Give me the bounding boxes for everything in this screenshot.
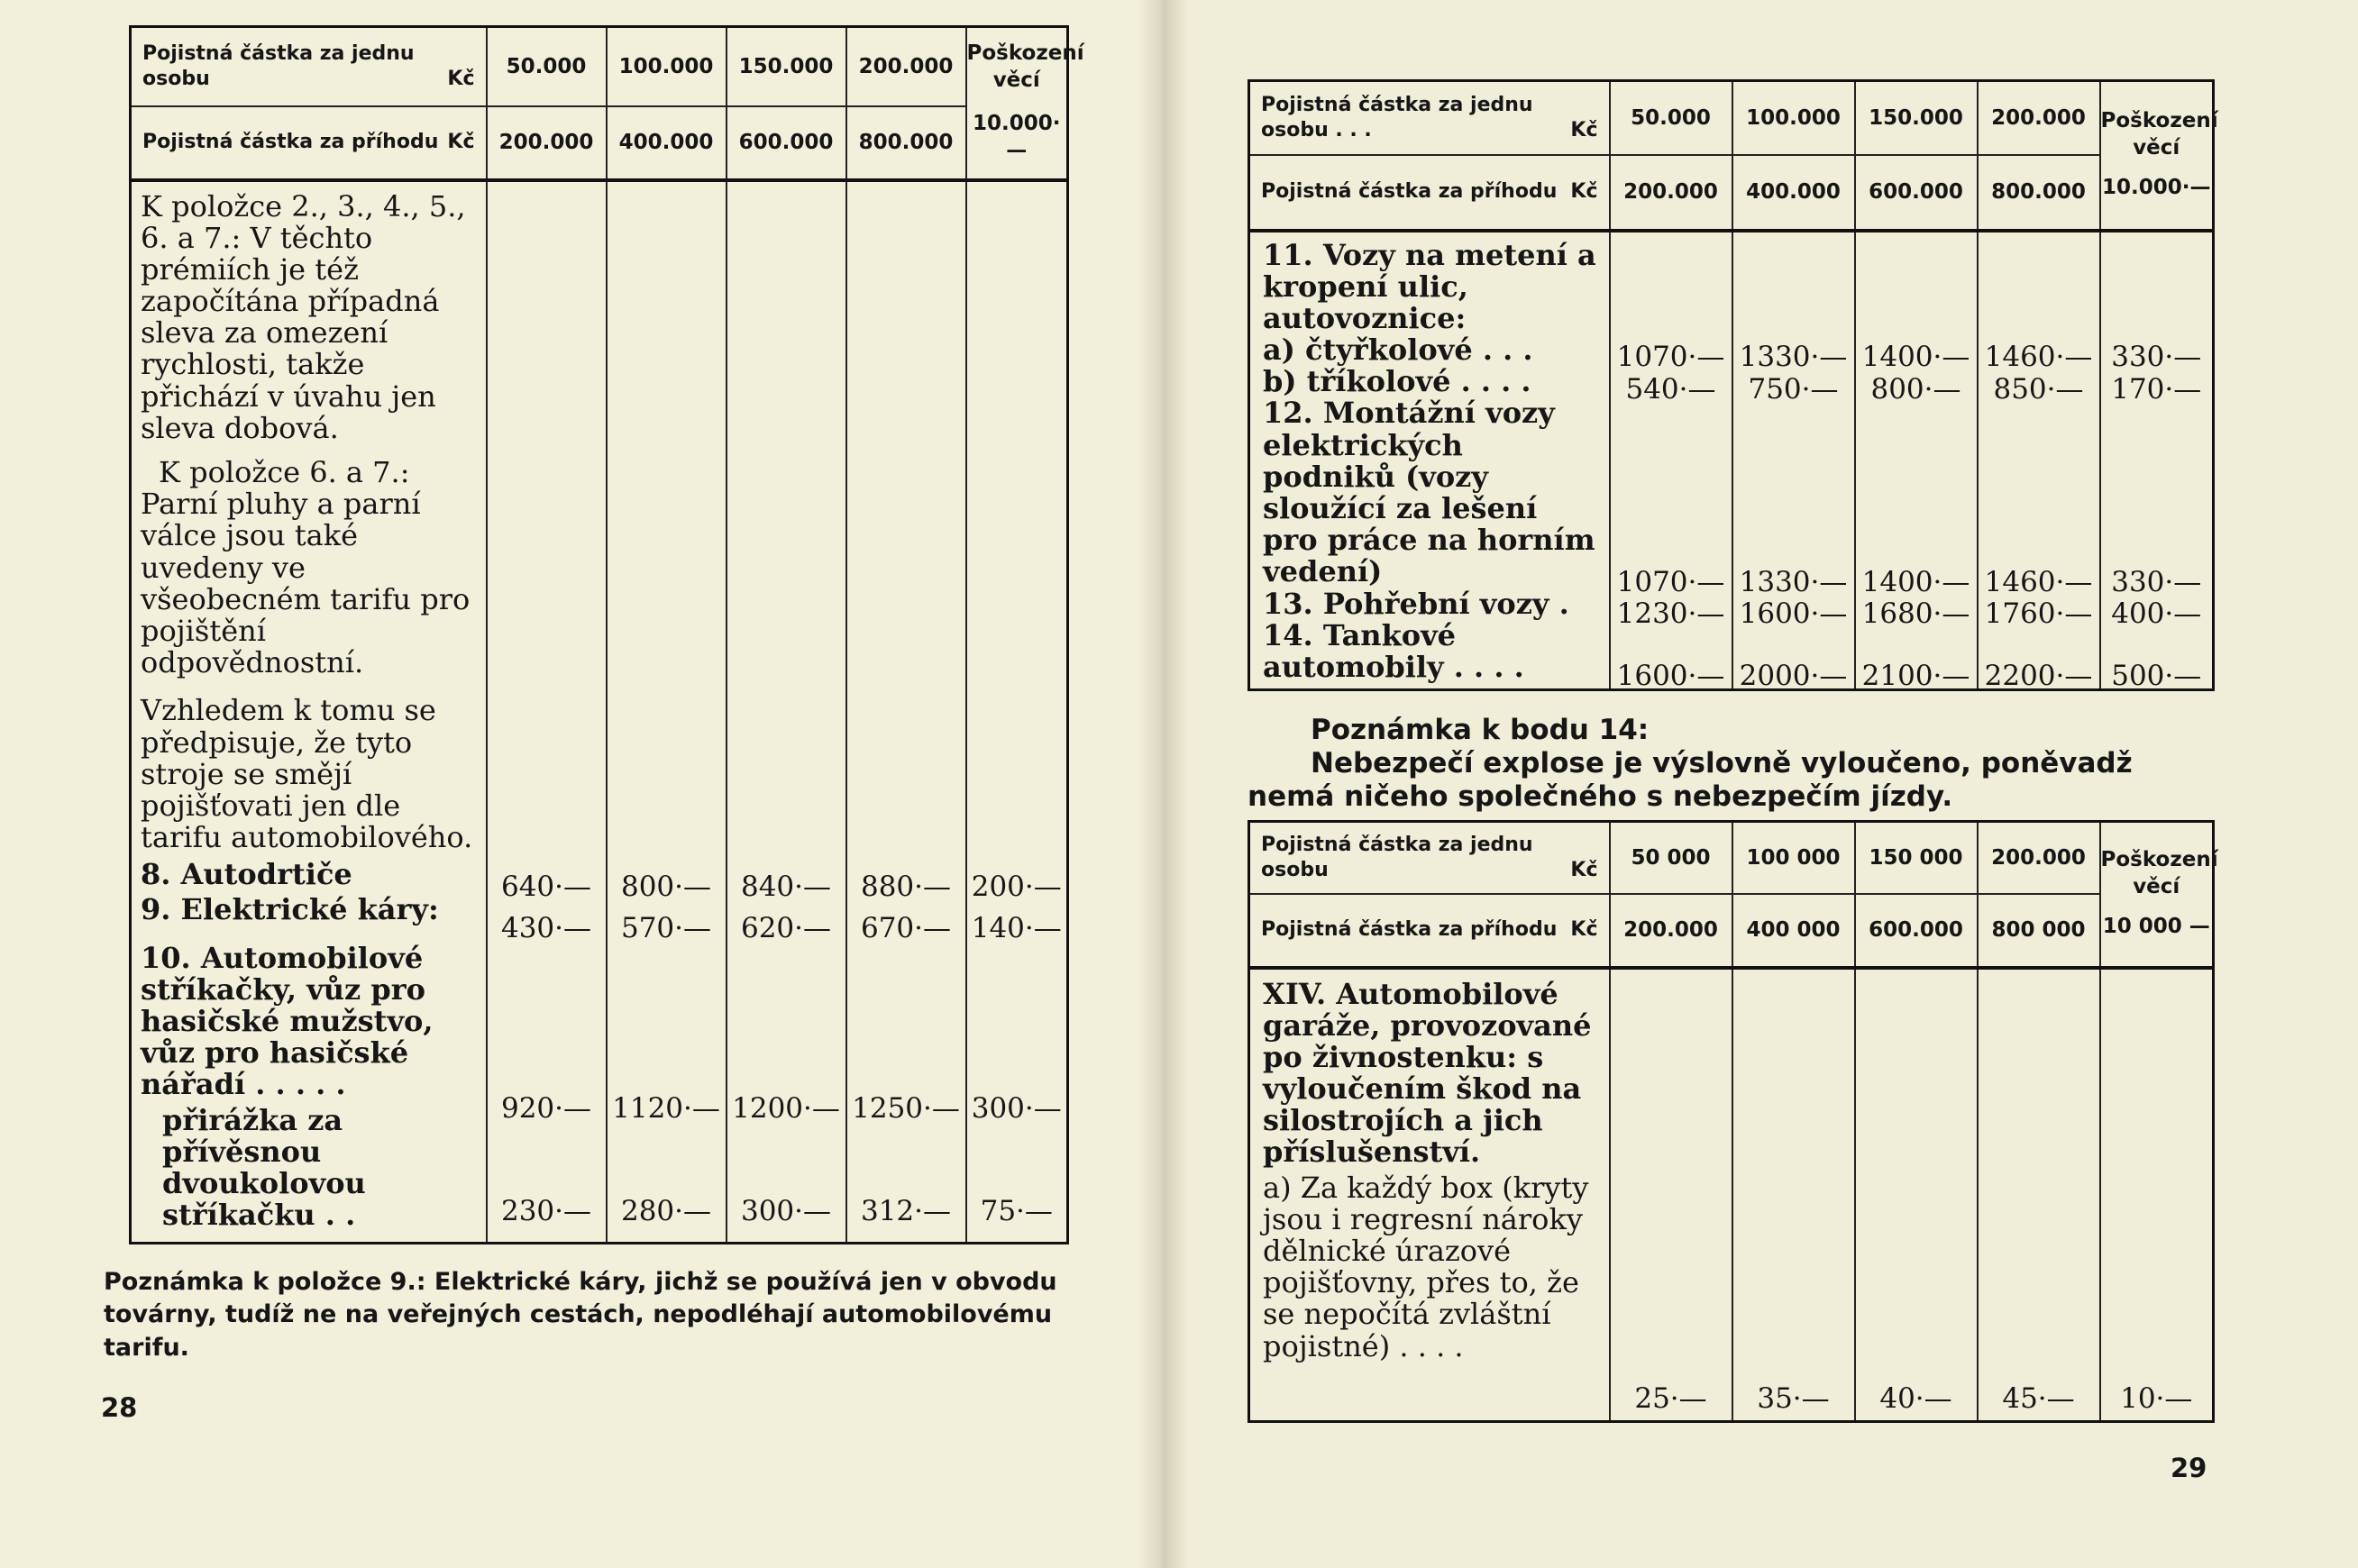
value: 1680·— xyxy=(1861,597,1970,630)
header-row-per-person xyxy=(1249,81,2214,155)
note-insurance-rule: Vzhledem k tomu se předpisuje, že tyto stroje se smějí pojišťovati jen dle tarifu automobilového. xyxy=(141,693,473,855)
value: 280·— xyxy=(620,1194,712,1227)
value: 1330·— xyxy=(1739,565,1848,598)
value: 1460·— xyxy=(1984,565,2093,598)
premium-col-2 xyxy=(607,180,727,1244)
value: 1250·— xyxy=(852,1091,960,1125)
value: 500·— xyxy=(2111,659,2202,692)
per-person-label: Pojistná částka za jednu osobu Kč xyxy=(131,27,487,106)
garage-rate-table xyxy=(1248,820,2218,1423)
row-label-surcharge: přirážka za přívěsnou dvoukolovou stříkačku . . xyxy=(162,1102,366,1233)
header-row-per-incident xyxy=(1249,894,2214,968)
row-label-box: a) Za každý box (kryty jsou i regresní nároky dělnické úrazové pojišťovny, přes to, že se nepočítá zvláštní pojistné) . . . . xyxy=(1263,1170,1589,1363)
value: 170·— xyxy=(2111,372,2202,406)
left-rate-table xyxy=(129,25,1084,1244)
value: 1200·— xyxy=(732,1091,840,1125)
per-person-label: Pojistná částka za jednu osobu . . . Kč xyxy=(1249,81,1610,155)
value: 330·— xyxy=(2111,565,2202,598)
value: 920·— xyxy=(500,1091,592,1125)
premium-col-1 xyxy=(487,180,607,1244)
table-body xyxy=(1249,968,2214,1422)
value: 1400·— xyxy=(1861,565,1970,598)
note-position-6-7: K položce 6. a 7.: Parní pluhy a parní válce jsou také uvedeny ve všeobecném tarifu pro pojištění odpovědnostní. xyxy=(141,455,471,680)
damage-col xyxy=(2100,968,2214,1422)
sum-col-1: 50 000 xyxy=(1610,822,1732,894)
incident-col-3: 600.000 xyxy=(727,106,846,180)
value: 850·— xyxy=(1993,372,2084,406)
row-label-10: 10. Automobilové stříkačky, vůz pro hasičské mužstvo, vůz pro hasičské nářadí . . . . . xyxy=(141,940,434,1102)
value: 1120·— xyxy=(612,1091,720,1125)
header-row-per-incident xyxy=(131,106,1068,180)
premium-col-4 xyxy=(846,180,966,1244)
table-body xyxy=(1249,231,2214,690)
sum-col-4: 200.000 xyxy=(846,27,966,106)
value: 1230·— xyxy=(1616,597,1725,630)
damage-header: Poškození věcí 10.000·— xyxy=(2100,81,2214,231)
page-number-right: 29 xyxy=(2171,1453,2207,1483)
book-gutter xyxy=(1138,0,1188,1568)
sum-col-1: 50.000 xyxy=(487,27,607,106)
premium-col-1 xyxy=(1610,968,1732,1422)
value: 400·— xyxy=(2111,597,2202,630)
header-row-per-person xyxy=(131,27,1068,106)
value: 300·— xyxy=(971,1091,1062,1125)
row-label-13: 13. Pohřební vozy . xyxy=(1263,586,1569,621)
incident-col-3: 600.000 xyxy=(1855,155,1978,231)
description-column xyxy=(131,180,487,1244)
value: 640·— xyxy=(500,870,592,903)
row-label-14: 14. Tankové automobily . . . . xyxy=(1263,617,1524,684)
value: 300·— xyxy=(740,1194,832,1227)
right-note-text: Nebezpečí explose je výslovně vyloučeno, poněvadž nemá ničeho společného s nebezpečím jízdy. xyxy=(1248,747,2133,814)
value: 2100·— xyxy=(1861,659,1970,692)
value: 430·— xyxy=(500,911,592,944)
value: 1460·— xyxy=(1984,340,2093,373)
incident-col-1: 200.000 xyxy=(487,106,607,180)
value: 670·— xyxy=(860,911,952,944)
value: 2000·— xyxy=(1739,659,1848,692)
value: 540·— xyxy=(1625,372,1716,406)
sum-col-3: 150 000 xyxy=(1855,822,1978,894)
premium-col-4 xyxy=(1978,231,2100,690)
sum-col-2: 100.000 xyxy=(607,27,727,106)
sum-col-4: 200.000 xyxy=(1978,822,2100,894)
per-incident-label: Pojistná částka za příhodu Kč xyxy=(1249,894,1610,968)
premium-col-4 xyxy=(1978,968,2100,1422)
value: 312·— xyxy=(860,1194,952,1227)
sum-col-2: 100 000 xyxy=(1732,822,1855,894)
value: 45·— xyxy=(2002,1381,2075,1415)
damage-header: Poškození věcí 10 000 — xyxy=(2100,822,2214,968)
incident-col-4: 800.000 xyxy=(846,106,966,180)
header-row-per-incident xyxy=(1249,155,2214,231)
left-footnote: Poznámka k položce 9.: Elektrické káry, jichž se používá jen v obvodu továrny, tudíž ne na veřejných cestách, nepodléhají automobilovému tarifu. xyxy=(104,1268,1057,1362)
premium-col-3 xyxy=(1855,231,1978,690)
incident-col-4: 800 000 xyxy=(1978,894,2100,968)
value: 840·— xyxy=(740,870,832,903)
sum-col-3: 150.000 xyxy=(1855,81,1978,155)
premium-col-3 xyxy=(727,180,846,1244)
value: 750·— xyxy=(1748,372,1839,406)
damage-header: Poškození věcí 10.000·— xyxy=(966,27,1068,180)
premium-col-2 xyxy=(1732,968,1855,1422)
right-note xyxy=(1248,714,2212,815)
value: 800·— xyxy=(620,870,712,903)
value: 25·— xyxy=(1634,1381,1707,1415)
incident-col-1: 200.000 xyxy=(1610,894,1732,968)
sum-col-1: 50.000 xyxy=(1610,81,1732,155)
header-row-per-person xyxy=(1249,822,2214,894)
section-xiv-label: XIV. Automobilové garáže, provozované po živnostenku: s vyloučením škod na silostrojích a jich příslušenství. xyxy=(1263,976,1592,1170)
page-number-left: 28 xyxy=(101,1392,138,1423)
incident-col-4: 800.000 xyxy=(1978,155,2100,231)
value: 1070·— xyxy=(1616,565,1725,598)
sum-col-4: 200.000 xyxy=(1978,81,2100,155)
premium-col-1 xyxy=(1610,231,1732,690)
incident-col-2: 400.000 xyxy=(1732,155,1855,231)
damage-col xyxy=(966,180,1068,1244)
row-label-11a: a) čtyřkolové . . . xyxy=(1263,333,1533,368)
value: 200·— xyxy=(971,870,1062,903)
value: 330·— xyxy=(2111,340,2202,373)
value: 1600·— xyxy=(1616,659,1725,692)
value: 620·— xyxy=(740,911,832,944)
row-label-9: 9. Elektrické káry: xyxy=(141,892,439,927)
incident-col-1: 200.000 xyxy=(1610,155,1732,231)
value: 1070·— xyxy=(1616,340,1725,373)
sum-col-3: 150.000 xyxy=(727,27,846,106)
premium-col-3 xyxy=(1855,968,1978,1422)
value: 2200·— xyxy=(1984,659,2093,692)
per-person-label: Pojistná částka za jednu osobu Kč xyxy=(1249,822,1610,894)
value: 35·— xyxy=(1757,1381,1830,1415)
sum-col-2: 100.000 xyxy=(1732,81,1855,155)
value: 570·— xyxy=(620,911,712,944)
value: 40·— xyxy=(1879,1381,1952,1415)
value: 75·— xyxy=(980,1194,1053,1227)
incident-col-2: 400.000 xyxy=(607,106,727,180)
right-rate-table xyxy=(1248,79,2218,692)
row-label-8: 8. Autodrtiče xyxy=(141,857,352,892)
table-body xyxy=(131,180,1068,1244)
row-label-11b: b) tříkolové . . . . xyxy=(1263,364,1531,399)
row-label-11: 11. Vozy na metení a kropení ulic, autovoznice: xyxy=(1263,237,1596,335)
description-column xyxy=(1249,231,1610,690)
incident-col-2: 400 000 xyxy=(1732,894,1855,968)
value: 1600·— xyxy=(1739,597,1848,630)
value: 800·— xyxy=(1870,372,1961,406)
value: 140·— xyxy=(971,911,1062,944)
value: 880·— xyxy=(860,870,952,903)
value: 1400·— xyxy=(1861,340,1970,373)
incident-col-3: 600.000 xyxy=(1855,894,1978,968)
damage-col xyxy=(2100,231,2214,690)
premium-col-2 xyxy=(1732,231,1855,690)
row-label-12: 12. Montážní vozy elektrických podniků (vozy sloužící za lešení pro práce na horním vedení) xyxy=(1263,396,1595,589)
per-incident-label: Pojistná částka za příhodu Kč xyxy=(1249,155,1610,231)
value: 1330·— xyxy=(1739,340,1848,373)
value: 10·— xyxy=(2120,1381,2193,1415)
value: 1760·— xyxy=(1984,597,2093,630)
note-position-2-7: K položce 2., 3., 4., 5., 6. a 7.: V těchto prémiích je též započítána případná sleva za omezení rychlosti, takže přichází v úvahu jen sleva dobová. xyxy=(141,188,466,445)
value: 230·— xyxy=(500,1194,592,1227)
description-column xyxy=(1249,968,1610,1422)
per-incident-label: Pojistná částka za příhodu Kč xyxy=(131,106,487,180)
right-note-title: Poznámka k bodu 14: xyxy=(1311,714,1650,746)
